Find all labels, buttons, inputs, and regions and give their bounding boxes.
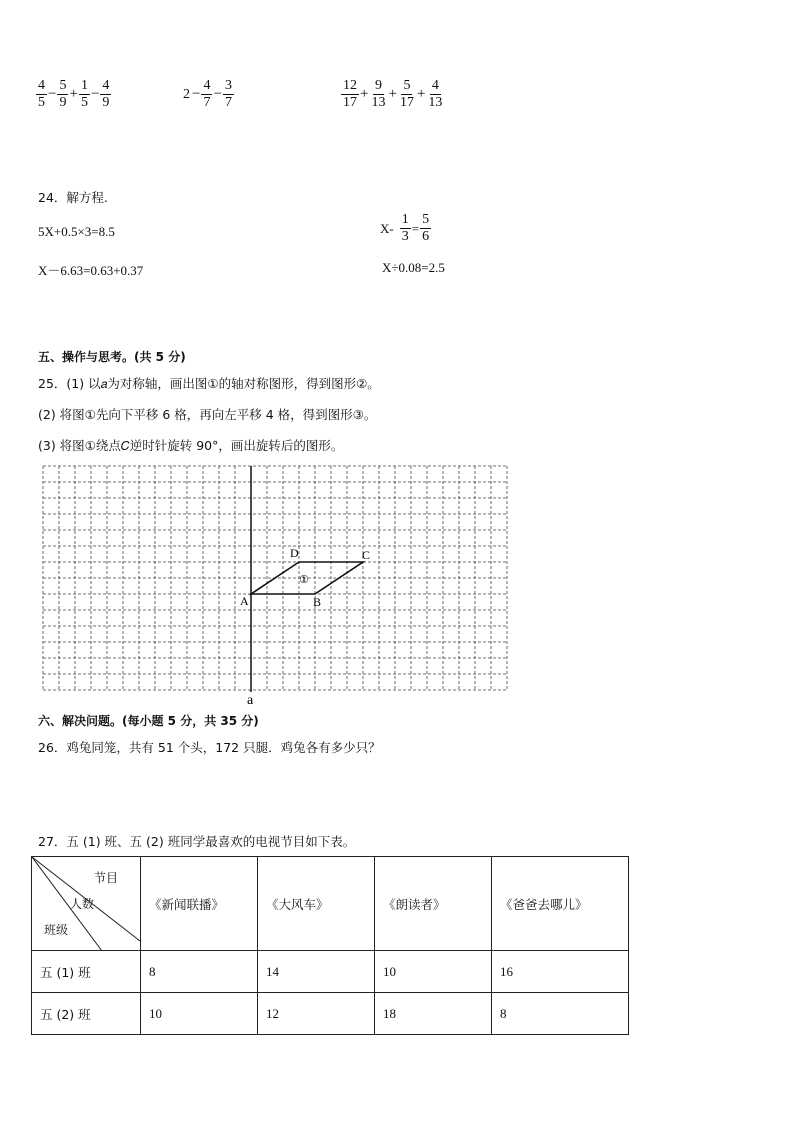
section-5-heading: 五、操作与思考。(共 5 分)	[38, 350, 186, 364]
fraction: $\frac{4}{13}$	[428, 78, 443, 110]
question-24-title: 24．解方程.	[38, 190, 108, 205]
section-6-heading: 六、解决问题。(每小题 5 分，共 35 分)	[38, 714, 259, 728]
table-cell: 12	[258, 993, 375, 1035]
header-cell: 《爸爸去哪儿》	[492, 857, 629, 951]
shape-label: ①	[299, 573, 309, 586]
row-label: 五 (1) 班	[32, 951, 141, 993]
table-cell: 16	[492, 951, 629, 993]
table-row	[32, 951, 629, 993]
vertex-label-b: B	[313, 595, 322, 609]
equation-1: 5X+0.5×3=8.5	[38, 224, 115, 239]
fraction: $\frac{3}{7}$	[224, 78, 232, 110]
operator: +	[416, 86, 426, 102]
operator: −	[213, 86, 222, 102]
question-25-part-2: (2) 将图①先向下平移 6 格，再向左平移 4 格，得到图形③。	[38, 407, 377, 422]
tv-program-table	[31, 856, 629, 1035]
fraction: $\frac{9}{13}$	[371, 78, 386, 110]
corner-label-class: 班级	[44, 923, 69, 937]
table-corner-cell	[32, 857, 141, 951]
operator: +	[360, 86, 369, 102]
vertex-label-d: D	[290, 546, 299, 560]
vertex-label-a: A	[240, 594, 249, 608]
vertex-label-c: C	[362, 548, 371, 562]
operator: −	[48, 86, 57, 102]
table-cell: 10	[141, 993, 258, 1035]
table-cell: 14	[258, 951, 375, 993]
table-cell: 8	[141, 951, 258, 993]
header-cell: 《新闻联播》	[141, 857, 258, 951]
fraction: $\frac{5}{6}$	[422, 212, 430, 244]
corner-label-count: 人数	[70, 897, 95, 911]
question-25-part-1: 25．(1) 以𝑎为对称轴，画出图①的轴对称图形，得到图形②。	[38, 376, 380, 391]
table-cell: 10	[375, 951, 492, 993]
fraction: $\frac{5}{9}$	[59, 78, 67, 110]
fraction: $\frac{1}{3}$	[401, 212, 409, 244]
table-cell: 18	[375, 993, 492, 1035]
fraction: $\frac{4}{5}$	[38, 78, 45, 110]
table-row	[32, 993, 629, 1035]
question-27: 27．五 (1) 班、五 (2) 班同学最喜欢的电视节目如下表。	[38, 834, 356, 849]
operator: −	[192, 86, 201, 102]
operator: +	[69, 86, 78, 102]
question-25-part-3: (3) 将图①绕点𝐶逆时针旋转 90°，画出旋转后的图形。	[38, 438, 344, 453]
table-cell: 8	[492, 993, 629, 1035]
equation-4: X÷0.08=2.5	[382, 260, 445, 275]
header-cell: 《大风车》	[258, 857, 375, 951]
fraction: $\frac{4}{9}$	[102, 78, 110, 110]
row-label: 五 (2) 班	[32, 993, 141, 1035]
header-cell: 《朗读者》	[375, 857, 492, 951]
whole-number: 2	[183, 86, 190, 102]
fraction: $\frac{5}{17}$	[399, 78, 414, 110]
fraction: $\frac{12}{17}$	[343, 78, 357, 110]
question-26: 26．鸡兔同笼，共有 51 个头，172 只腿．鸡兔各有多少只？	[38, 740, 381, 755]
table-header-row	[32, 857, 629, 951]
fraction: $\frac{4}{7}$	[203, 78, 211, 110]
operator: +	[388, 86, 397, 102]
fraction: $\frac{1}{5}$	[80, 78, 88, 110]
equation-2: X- $\frac{1}{3}$ = $\frac{5}{6}$	[380, 212, 430, 244]
corner-label-program: 节目	[94, 871, 119, 885]
axis-label-a: a	[247, 693, 254, 708]
equation-3: X－6.63=0.63+0.37	[38, 263, 144, 278]
operator: −	[90, 86, 100, 102]
